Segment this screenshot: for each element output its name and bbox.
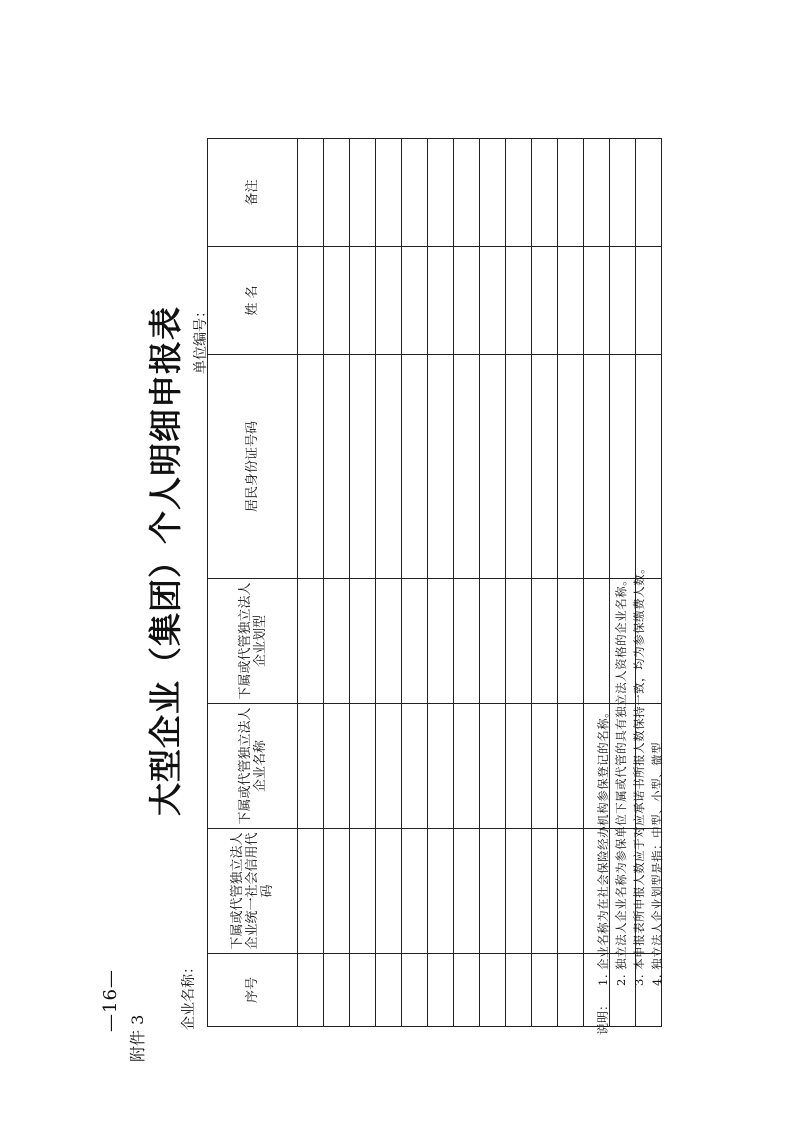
table-cell [428,579,454,704]
table-cell [376,954,402,1027]
table-cell [532,829,558,954]
table-cell [454,579,480,704]
header-serial: 序号 [208,954,298,1027]
table-cell [558,139,584,247]
note-item: 2. 独立法人企业名称为参保单位下属或代管的具有独立法人资格的企业名称。 [614,573,628,986]
company-name-label: 企业名称： [181,960,197,1030]
table-cell [532,579,558,704]
table-cell [350,954,376,1027]
table-row [506,139,532,1027]
table-cell [350,829,376,954]
table-cell [402,954,428,1027]
table-cell [298,355,324,579]
table-cell [454,139,480,247]
table-cell [532,704,558,829]
table-cell [428,355,454,579]
table-cell [610,355,636,579]
header-enterprise-name: 下属或代管独立法人企业名称 [208,704,298,829]
table-cell [636,355,662,579]
table-cell [376,829,402,954]
table-cell [402,829,428,954]
table-cell [402,579,428,704]
table-cell [298,704,324,829]
table-cell [298,139,324,247]
table-row [324,139,350,1027]
form-title: 大型企业（集团）个人明细申报表 [146,306,185,816]
table-cell [324,954,350,1027]
table-cell [558,954,584,1027]
table-cell [480,579,506,704]
table-cell [480,139,506,247]
unit-code-label: 单位编号： [193,304,209,374]
table-cell [376,247,402,355]
table-cell [376,355,402,579]
table-cell [506,579,532,704]
table-cell [636,247,662,355]
table-header-row [208,139,298,1027]
table-cell [584,139,610,247]
table-cell [324,355,350,579]
table-cell [558,247,584,355]
table-cell [324,829,350,954]
table-cell [428,704,454,829]
declaration-table [207,138,662,1027]
table-cell [324,579,350,704]
table-cell [324,139,350,247]
table-cell [506,247,532,355]
table-cell [532,247,558,355]
table-cell [350,139,376,247]
table-row [480,139,506,1027]
table-cell [454,247,480,355]
attachment-label: 附件 3 [128,1014,147,1062]
table-cell [532,954,558,1027]
table-cell [376,704,402,829]
table-cell [584,247,610,355]
table-cell [558,355,584,579]
page-number: —16— [100,969,121,1032]
table-cell [506,954,532,1027]
header-name: 姓 名 [208,247,298,355]
table-row [454,139,480,1027]
table-cell [506,704,532,829]
table-cell [480,704,506,829]
table-cell [584,355,610,579]
table-cell [324,247,350,355]
table-cell [532,139,558,247]
table-cell [532,355,558,579]
table-cell [324,704,350,829]
table-cell [584,579,610,704]
table-cell [454,704,480,829]
note-item: 3. 本申报表所申报人数应于对应承诺书所报人数保持一致，均为参保缴费人数。 [632,561,646,986]
table-cell [558,579,584,704]
table-cell [610,139,636,247]
note-item: 1. 企业名称为在社会保险经办机构参保登记的名称。 [596,705,610,986]
table-cell [506,139,532,247]
table-cell [480,954,506,1027]
table-cell [402,139,428,247]
table-cell [428,829,454,954]
table-cell [376,139,402,247]
header-remarks: 备注 [208,139,298,247]
table-cell [376,579,402,704]
table-cell [350,247,376,355]
table-row [558,139,584,1027]
table-cell [480,355,506,579]
table-cell [558,829,584,954]
table-cell [402,704,428,829]
table-cell [454,954,480,1027]
table-cell [298,829,324,954]
table-cell [480,829,506,954]
table-cell [350,579,376,704]
table-row [376,139,402,1027]
header-enterprise-type: 下属或代管独立法人企业划型 [208,579,298,704]
table-row [350,139,376,1027]
notes-label: 说明： [596,998,610,1035]
table-cell [428,247,454,355]
table-cell [454,355,480,579]
table-row [402,139,428,1027]
table-row [532,139,558,1027]
table-cell [558,704,584,829]
table-cell [298,954,324,1027]
table-cell [350,355,376,579]
table-cell [428,139,454,247]
table-cell [298,247,324,355]
note-item: 4. 独立法人企业划型是指：中型、小型、微型 [650,741,664,986]
header-id-number: 居民身份证号码 [208,355,298,579]
table-cell [454,829,480,954]
table-cell [610,247,636,355]
table-cell [506,355,532,579]
table-cell [402,355,428,579]
table-cell [480,247,506,355]
table-cell [298,579,324,704]
table-cell [350,704,376,829]
header-credit-code: 下属或代管独立法人企业统一社会信用代码 [208,829,298,954]
table-cell [636,139,662,247]
table-row [298,139,324,1027]
table-cell [506,829,532,954]
table-cell [428,954,454,1027]
table-cell [402,247,428,355]
table-row [428,139,454,1027]
